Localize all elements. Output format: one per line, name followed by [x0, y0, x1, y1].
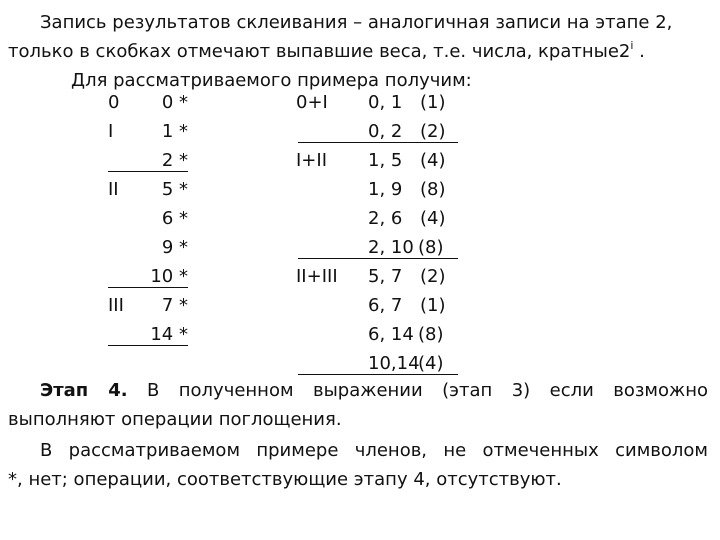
left-group-label: I: [108, 121, 114, 142]
glued-pair: 6, 14: [368, 324, 414, 345]
glued-pair: 0, 1: [368, 92, 403, 113]
glued-pair: 5, 7: [368, 266, 403, 287]
left-value: 5 *: [161, 179, 188, 200]
right-group-label: II+III: [296, 266, 338, 287]
dropped-weight: (2): [420, 266, 446, 287]
glued-pair: 6, 7: [368, 295, 403, 316]
left-group-label: II: [108, 179, 119, 200]
right-group-label: 0+I: [296, 92, 328, 113]
dropped-weight: (1): [420, 92, 446, 113]
dropped-weight: (2): [420, 121, 446, 142]
stage4-line-2: выполняют операции поглощения.: [8, 409, 342, 430]
intro-line-2-text: только в скобках отмечают выпавшие веса, т.е. числа, кратные2: [8, 41, 631, 62]
left-group-label: 0: [108, 92, 120, 113]
stage4-line-1: [40, 380, 708, 402]
dropped-weight: (4): [420, 208, 446, 229]
dropped-weight: (4): [418, 353, 444, 374]
intro-line-1: Запись результатов склеивания – аналогичная записи на этапе 2,: [40, 12, 673, 33]
dropped-weight: (8): [418, 324, 444, 345]
left-value: 7 *: [161, 295, 188, 316]
glued-pair: 2, 10: [368, 237, 414, 258]
stage4-line-3: В рассматриваемом примере членов, не отмеченных символом: [40, 440, 708, 461]
intro-line-2-end: .: [633, 41, 645, 62]
left-value: 10 *: [108, 266, 188, 288]
intro-line-3: Для рассматриваемого примера получим:: [71, 70, 472, 91]
glued-pair: 0, 2: [368, 121, 403, 142]
dropped-weight: (4): [420, 150, 446, 171]
stage4-line-1-text: В полученном выражении (этап 3) если возможно: [127, 380, 708, 401]
glued-pair: 10,14: [368, 353, 420, 374]
left-value: 1 *: [161, 121, 188, 142]
glued-pair: 1, 9: [368, 179, 403, 200]
left-value: 14 *: [108, 324, 188, 346]
stage4-line-4: *, нет; операции, соответствующие этапу 4, отсутствуют.: [8, 469, 562, 490]
left-value: 9 *: [161, 237, 188, 258]
glued-pair: 2, 6: [368, 208, 403, 229]
stage4-label: Этап 4.: [40, 380, 128, 401]
left-value: 0 *: [161, 92, 188, 113]
dropped-weight: (8): [420, 179, 446, 200]
glued-pair: 1, 5: [368, 150, 403, 171]
dropped-weight: (1): [420, 295, 446, 316]
left-group-label: III: [108, 295, 124, 316]
intro-line-2: [8, 41, 645, 63]
dropped-weight: (8): [418, 237, 444, 258]
left-value: 6 *: [161, 208, 188, 229]
left-value: 2 *: [108, 150, 188, 172]
right-group-label: I+II: [296, 150, 328, 171]
power-index: i: [630, 39, 634, 52]
